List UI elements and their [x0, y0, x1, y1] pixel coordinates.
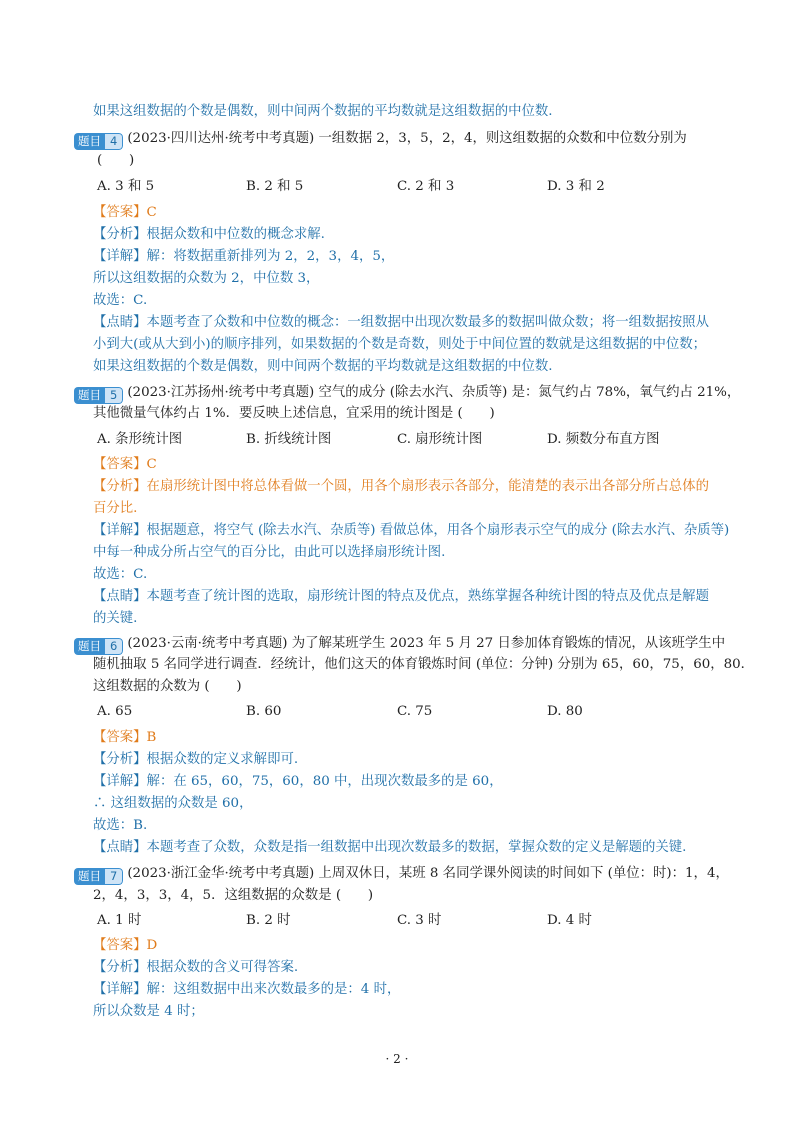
option-a: A. 65	[97, 704, 133, 719]
analysis-line: 百分比.	[93, 501, 138, 516]
answer: 【答案】B	[93, 730, 157, 745]
option-c: C. 2 和 3	[397, 179, 455, 194]
analysis-line: 【分析】在扇形统计图中将总体看做一个圆，用各个扇形表示各部分，能清楚的表示出各部分所占总体的	[93, 479, 709, 494]
option-b: B. 2 和 5	[246, 179, 304, 194]
analysis: 【分析】根据众数的含义可得答案.	[93, 960, 299, 975]
detail-line: 【详解】解：在 65，60，75，60，80 中，出现次数最多的是 60，	[93, 774, 503, 789]
option-d: D. 频数分布直方图	[547, 432, 660, 447]
question-6-stem-cont: 随机抽取 5 名同学进行调查．经统计，他们这天的体育锻炼时间 (单位：分钟) 分别为 65，60，75，60，80．	[93, 657, 755, 672]
comment-line: 小到大(或从大到小)的顺序排列，如果数据的个数是奇数，则处于中间位置的数就是这组数据的中位数；	[93, 337, 707, 352]
question-badge: 题目 4	[74, 133, 123, 150]
question-5-stem-cont: 其他微量气体约占 1%．要反映上述信息，宜采用的统计图是 ( )	[93, 406, 495, 421]
answer: 【答案】D	[93, 938, 158, 953]
comment-line: 的关键.	[93, 611, 138, 626]
question-badge: 题目 5	[74, 387, 123, 404]
question-5-stem: 题目 5 (2023·江苏扬州·统考中考真题) 空气的成分 (除去水汽、杂质等) 是：氮气约占 78%，氧气约占 21%，	[74, 384, 740, 404]
detail-line: 【详解】根据题意，将空气 (除去水汽、杂质等) 看做总体，用各个扇形表示空气的成分 (除去水汽、杂质等)	[93, 523, 730, 538]
question-7-stem: 题目 7 (2023·浙江金华·统考中考真题) 上周双休日，某班 8 名同学课外阅读的时间如下 (单位：时)：1，4，	[74, 865, 729, 885]
question-badge: 题目 6	[74, 638, 123, 655]
page-number: · 2 ·	[385, 1052, 409, 1066]
detail-line: 【详解】解：将数据重新排列为 2，2，3，4，5，	[93, 249, 395, 264]
question-4-stem-cont: ( )	[97, 153, 135, 168]
comment-line: 【点睛】本题考查了统计图的选取，扇形统计图的特点及优点，熟练掌握各种统计图的特点及优点是解题	[93, 589, 709, 604]
option-d: D. 3 和 2	[547, 179, 605, 194]
option-a: A. 条形统计图	[97, 432, 183, 447]
detail-line: 故选：C.	[93, 567, 148, 582]
analysis: 【分析】根据众数和中位数的概念求解.	[93, 227, 325, 242]
comment-line: 【点睛】本题考查了众数和中位数的概念：一组数据中出现次数最多的数据叫做众数；将一组数据按照从	[93, 315, 709, 330]
option-c: C. 扇形统计图	[397, 432, 483, 447]
option-d: D. 80	[547, 704, 583, 719]
detail-line: 故选：B.	[93, 818, 148, 833]
option-b: B. 折线统计图	[246, 432, 332, 447]
detail-line: 所以众数是 4 时；	[93, 1004, 204, 1019]
question-6-stem: 题目 6 (2023·云南·统考中考真题) 为了解某班学生 2023 年 5 月 27 日参加体育锻炼的情况，从该班学生中	[74, 635, 725, 655]
analysis: 【分析】根据众数的定义求解即可.	[93, 752, 299, 767]
option-d: D. 4 时	[547, 913, 592, 928]
option-a: A. 3 和 5	[97, 179, 155, 194]
option-c: C. 3 时	[397, 913, 442, 928]
question-4-stem: 题目 4 (2023·四川达州·统考中考真题) 一组数据 2，3，5，2，4，则这组数据的众数和中位数分别为	[74, 130, 687, 150]
option-b: B. 60	[246, 704, 282, 719]
detail-line: 故选：C.	[93, 293, 148, 308]
detail-line: 中每一种成分所占空气的百分比，由此可以选择扇形统计图.	[93, 545, 446, 560]
option-c: C. 75	[397, 704, 433, 719]
comment-line: 【点睛】本题考查了众数，众数是指一组数据中出现次数最多的数据，掌握众数的定义是解题的关键.	[93, 840, 687, 855]
option-a: A. 1 时	[97, 913, 142, 928]
text-line: 如果这组数据的个数是偶数，则中间两个数据的平均数就是这组数据的中位数.	[93, 104, 553, 119]
question-7-stem-cont: 2，4，3，3，4，5．这组数据的众数是 ( )	[93, 888, 374, 903]
comment-line: 如果这组数据的个数是偶数，则中间两个数据的平均数就是这组数据的中位数.	[93, 359, 553, 374]
option-b: B. 2 时	[246, 913, 291, 928]
answer: 【答案】C	[93, 457, 157, 472]
detail-line: 所以这组数据的众数为 2，中位数 3，	[93, 271, 320, 286]
answer: 【答案】C	[93, 205, 157, 220]
question-6-stem-cont: 这组数据的众数为 ( )	[93, 679, 242, 694]
question-badge: 题目 7	[74, 868, 123, 885]
detail-line: ∴ 这组数据的众数是 60，	[93, 796, 253, 811]
detail-line: 【详解】解：这组数据中出来次数最多的是：4 时，	[93, 982, 401, 997]
